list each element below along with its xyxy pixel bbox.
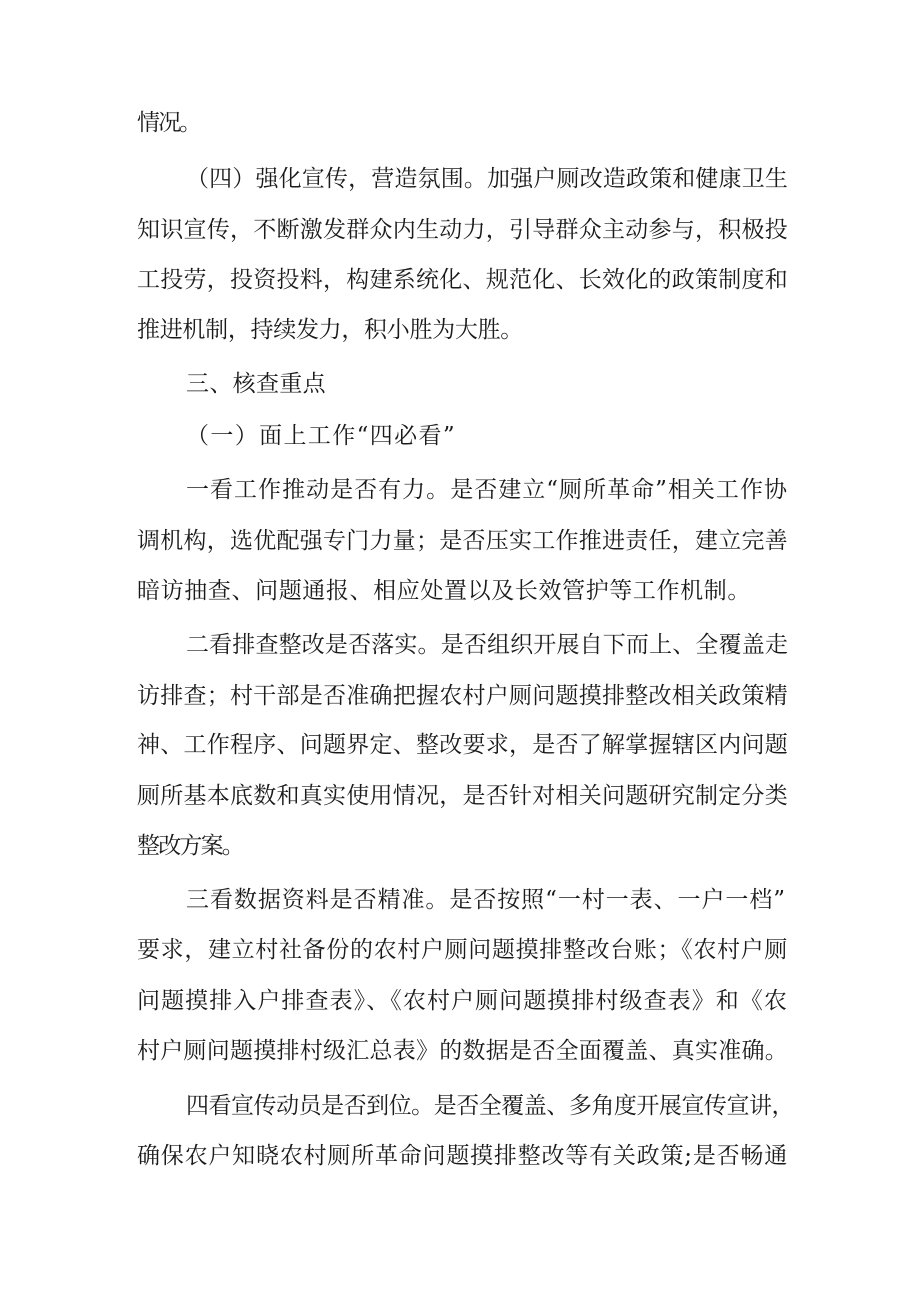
text-line: 知识宣传，不断激发群众内生动力，引导群众主动参与，积极投 xyxy=(137,217,788,243)
text-line: 暗访抽查、问题通报、相应处置以及长效管护等工作机制。 xyxy=(137,578,751,604)
text-line: 确保农户知晓农村厕所革命问题摸排整改等有关政策;是否畅通 xyxy=(137,1143,788,1169)
text-line: 推进机制，持续发力，积小胜为大胜。 xyxy=(137,317,524,343)
text-line: 要求，建立村社备份的农村户厕问题摸排整改台账；《农村户厕 xyxy=(137,937,788,963)
text-line: （四）强化宣传，营造氛围。加强户厕改造政策和健康卫生 xyxy=(186,166,788,192)
text-line: 情况。 xyxy=(137,110,200,136)
text-line: 神、工作程序、问题界定、整改要求，是否了解掌握辖区内问题 xyxy=(137,732,788,758)
text-line: 访排查；村干部是否准确把握农村户厕问题摸排整改相关政策精 xyxy=(137,683,788,709)
text-line: 一看工作推动是否有力。是否建立“厕所革命”相关工作协 xyxy=(186,477,788,503)
text-line: 工投劳，投资投料，构建系统化、规范化、长效化的政策制度和 xyxy=(137,267,788,293)
text-line: 村户厕问题摸排村级汇总表》的数据是否全面覆盖、真实准确。 xyxy=(137,1038,788,1064)
text-line: 调机构，选优配强专门力量；是否压实工作推进责任，建立完善 xyxy=(137,528,788,554)
text-line: 三看数据资料是否精准。是否按照“一村一表、一户一档” xyxy=(186,887,786,913)
section-heading: 三、核查重点 xyxy=(186,371,326,397)
text-line: 二看排查整改是否落实。是否组织开展自下而上、全覆盖走 xyxy=(186,632,788,658)
subsection-heading: （一）面上工作“四必看” xyxy=(186,423,456,449)
text-line: 整改方案。 xyxy=(137,833,244,859)
text-line: 厕所基本底数和真实使用情况，是否针对相关问题研究制定分类 xyxy=(137,783,788,809)
text-line: 问题摸排入户排查表》、《农村户厕问题摸排村级查表》和《农 xyxy=(137,988,788,1014)
text-line: 四看宣传动员是否到位。是否全覆盖、多角度开展宣传宣讲， xyxy=(186,1093,795,1119)
